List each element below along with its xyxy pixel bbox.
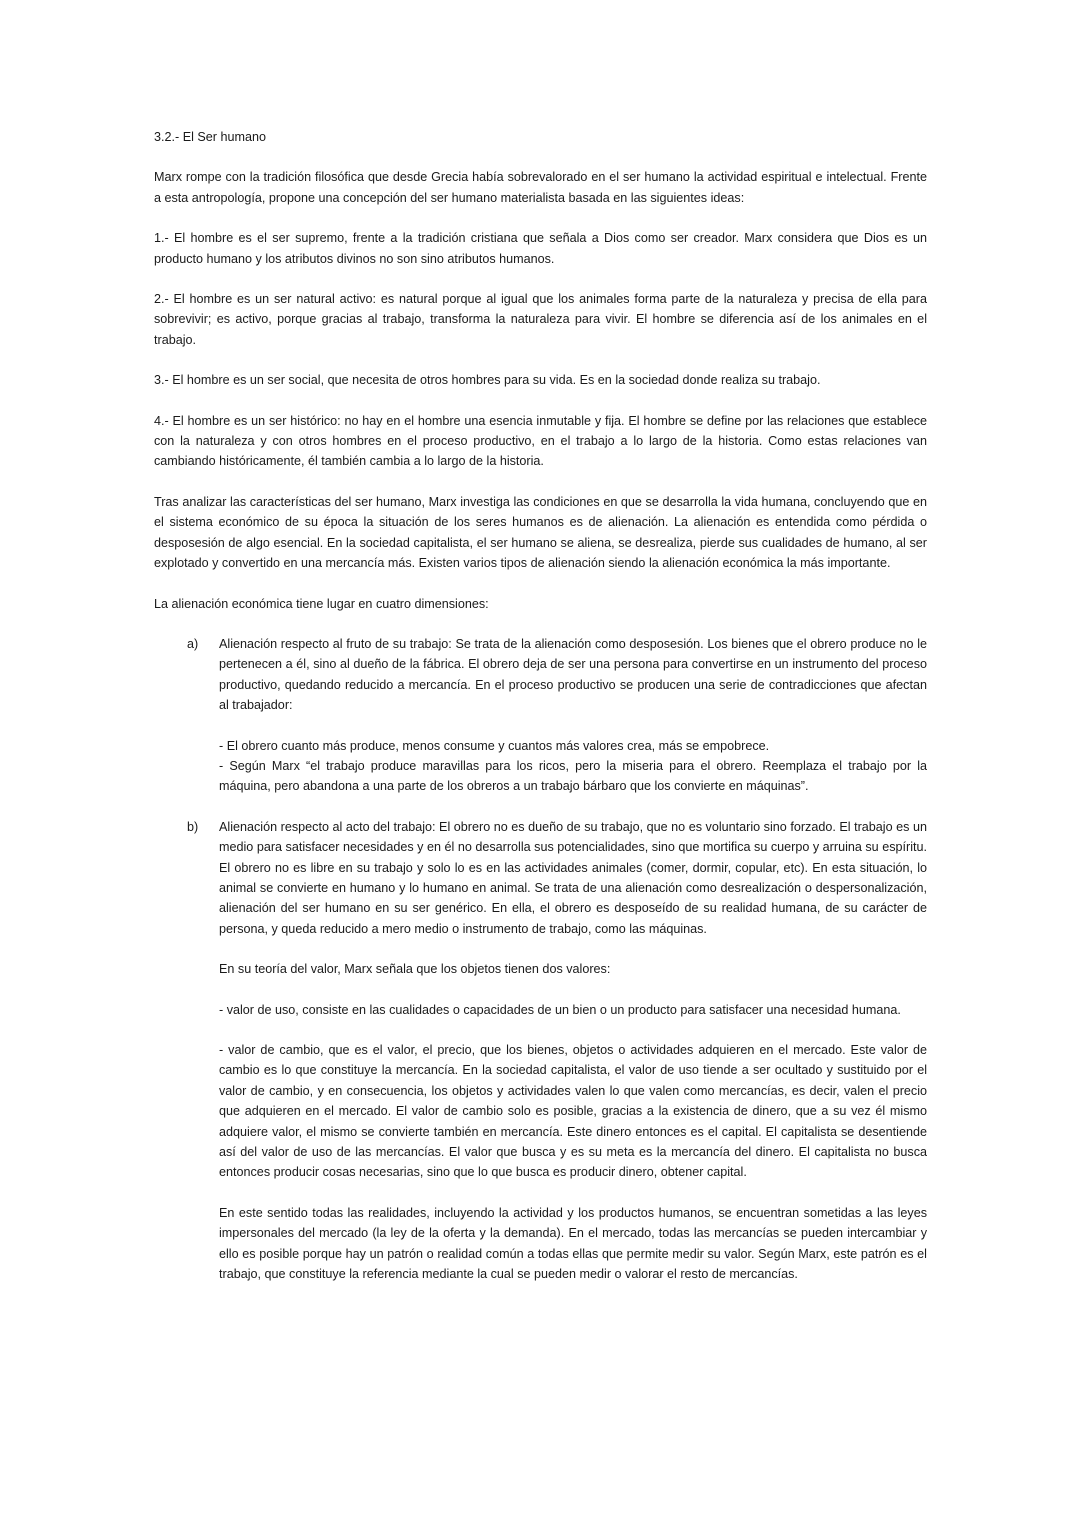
item-a-point-2: - Según Marx “el trabajo produce maravillas para los ricos, pero la miseria para el obrero. Reemplaza el trabajo por la máquina, pero abandona a una parte de los obreros a un trabajo bárbaro que los convierte en máquinas”. [219, 758, 927, 794]
list-marker-a: a) [187, 636, 199, 651]
item-b-use-value: - valor de uso, consiste en las cualidades o capacidades de un bien o un producto para satisfacer una necesidad humana. [219, 1002, 901, 1017]
list-item-a [154, 634, 927, 797]
idea-4-paragraph: 4.- El hombre es un ser histórico: no hay en el hombre una esencia inmutable y fija. El hombre se define por las relaciones que establece con la naturaleza y con otros hombres en el proceso productivo, en el trabajo a lo largo de la historia. Como estas relaciones van cambiando históricamente, él también cambia a lo largo de la historia. [154, 413, 927, 469]
dimensions-paragraph: La alienación económica tiene lugar en cuatro dimensiones: [154, 596, 489, 611]
intro-paragraph: Marx rompe con la tradición filosófica que desde Grecia había sobrevalorado en el ser humano la actividad espiritual e intelectual. Frente a esta antropología, propone una concepción del ser humano materialista basada en las siguientes ideas: [154, 170, 927, 205]
idea-3-paragraph: 3.- El hombre es un ser social, que necesita de otros hombres para su vida. Es en la sociedad donde realiza su trabajo. [154, 373, 821, 388]
idea-2-paragraph: 2.- El hombre es un ser natural activo: es natural porque al igual que los animales forma parte de la naturaleza y precisa de ella para sobrevivir; es activo, porque gracias al trabajo, transforma la naturaleza para vivir. El hombre se diferencia así de los animales en el trabajo. [154, 292, 927, 347]
alienation-paragraph: Tras analizar las características del ser humano, Marx investiga las condiciones en que se desarrolla la vida humana, concluyendo que en el sistema económico de su época la situación de los seres humanos es de alienación. La alienación es entendida como pérdida o desposesión de algo esencial. En la sociedad capitalista, el ser humano se aliena, se desrealiza, pierde sus cualidades de humano, al ser explotado y convertido en una mercancía más. Existen varios tipos de alienación siendo la alienación económica la más importante. [154, 494, 927, 571]
item-b-market: En este sentido todas las realidades, incluyendo la actividad y los productos humanos, se encuentran sometidas a las leyes impersonales del mercado (la ley de la oferta y la demanda). En el mercado, todas las mercancías se pueden intercambiar y ello es posible porque hay un patrón o realidad común a todas ellas que permite medir su valor. Según Marx, este patrón es el trabajo, que constituye la referencia mediante la cual se pueden medir o valorar el resto de mercancías. [219, 1205, 927, 1282]
list-item-b [154, 817, 927, 1285]
item-b-value-theory: En su teoría del valor, Marx señala que los objetos tienen dos valores: [219, 962, 611, 977]
list-marker-b: b) [187, 819, 199, 834]
idea-1-paragraph: 1.- El hombre es el ser supremo, frente a la tradición cristiana que señala a Dios como ser creador. Marx considera que Dios es un producto humano y los atributos divinos no son sino atributos humanos. [154, 231, 927, 266]
item-b-exchange-value: - valor de cambio, que es el valor, el precio, que los bienes, objetos o actividades adquieren en el mercado. Este valor de cambio es lo que constituye la mercancía. En la sociedad capitalista, el valor de uso tiende a ser ocultado y sustituido por el valor de cambio, y en consecuencia, los objetos y actividades valen lo que valen como mercancías, es decir, valen el precio que adquieren en el mercado. El valor de cambio solo es posible, gracias a la existencia de dinero, que a su vez él mismo adquiere valor, el mismo se convierte también en mercancía. Este dinero entonces es el capital. El capitalista se desentiende así del valor de uso de las mercancías. El valor que busca y es su meta es la mercancía del dinero. El capitalista no busca entonces producir cosas necesarias, sino que lo que busca es producir dinero, obtener capital. [219, 1043, 927, 1180]
section-heading: 3.2.- El Ser humano [154, 130, 267, 144]
item-a-point-1: - El obrero cuanto más produce, menos consume y cuantos más valores crea, más se empobrece. [219, 738, 770, 753]
item-a-intro: Alienación respecto al fruto de su trabajo: Se trata de la alienación como desposesión. Los bienes que el obrero produce no le pertenecen a él, sino al dueño de la fábrica. El obrero deja de ser una persona para convertirse en un instrumento del proceso productivo, quedando reducido a mercancía. En el proceso productivo se producen una serie de contradicciones que afectan al trabajador: [219, 636, 927, 713]
document-page [154, 127, 927, 1304]
item-b-intro: Alienación respecto al acto del trabajo: El obrero no es dueño de su trabajo, que no es voluntario sino forzado. El trabajo es un medio para satisfacer necesidades y en él no desarrolla sus potencialidades, sino que mortifica su cuerpo y arruina su espíritu. El obrero no es libre en su trabajo y solo lo es en las actividades animales (comer, dormir, copular, etc). En esta situación, lo animal se convierte en humano y lo humano en animal. Se trata de una alienación como desrealización o despersonalización, alienación del ser humano en su ser genérico. En ella, el obrero es desposeído de su realidad humana, de su carácter de persona, y queda reducido a mero medio o instrumento de trabajo, como las máquinas. [219, 819, 927, 936]
